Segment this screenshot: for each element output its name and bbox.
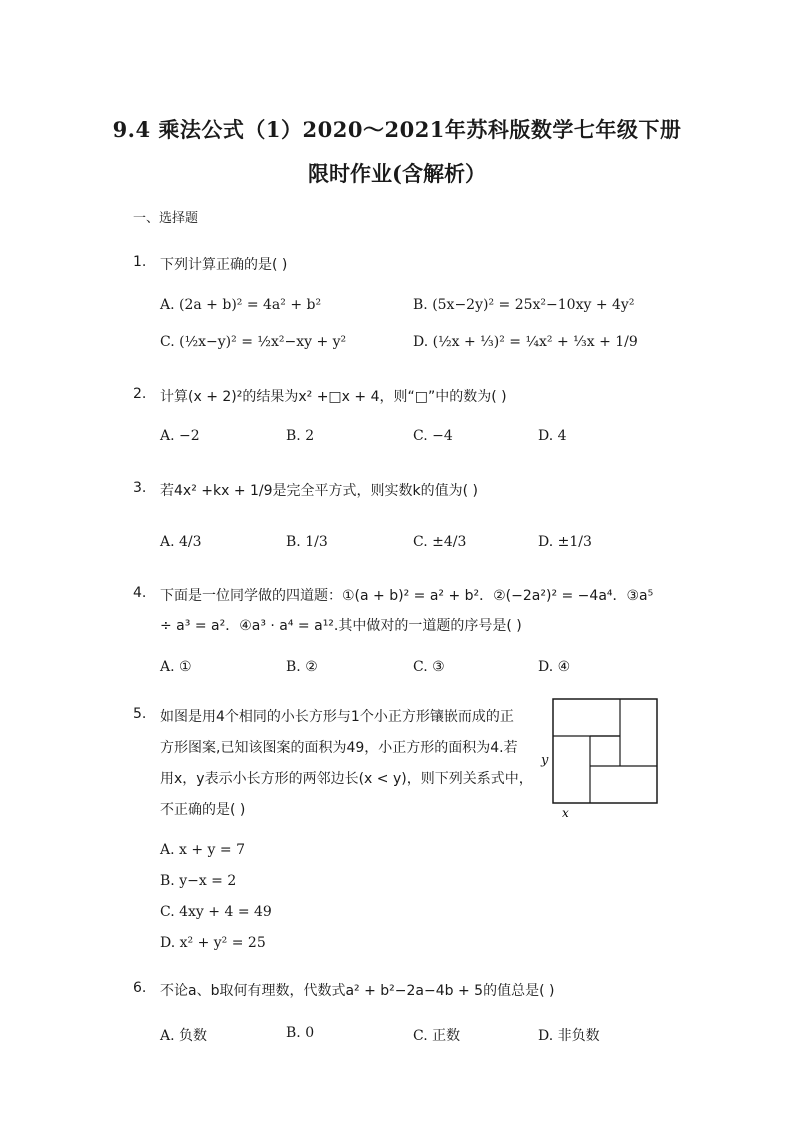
question-stem-4-line2: ÷ a³ = a²．④a³ · a⁴ = a¹².其中做对的一道题的序号是( ) — [160, 618, 522, 634]
q3-option-d: D. ±1/3 — [538, 534, 592, 550]
q1-option-b: B. (5x−2y)² = 25x²−10xy + 4y² — [413, 297, 635, 313]
figure-label-x: x — [562, 806, 569, 820]
q3-option-a: A. 4/3 — [160, 534, 202, 550]
question-number-2: 2. — [133, 386, 147, 402]
q2-option-c: C. −4 — [413, 428, 453, 444]
tiling-square-figure — [552, 698, 660, 820]
question-number-6: 6. — [133, 980, 147, 996]
q6-option-a: A. 负数 — [160, 1028, 208, 1044]
question-stem-2: 计算(x + 2)²的结果为x² +□x + 4，则“□”中的数为( ) — [160, 389, 507, 405]
question-number-5: 5. — [133, 706, 147, 722]
question-number-4: 4. — [133, 585, 147, 601]
q6-option-b: B. 0 — [286, 1025, 315, 1041]
question-stem-5-line3: 用x，y表示小长方形的两邻边长(x < y)，则下列关系式中， — [160, 771, 533, 787]
q4-option-a: A. ① — [160, 659, 192, 675]
q5-option-d: D. x² + y² = 25 — [160, 935, 266, 951]
q2-option-b: B. 2 — [286, 428, 315, 444]
q4-option-d: D. ④ — [538, 659, 571, 675]
q6-option-d: D. 非负数 — [538, 1028, 600, 1044]
question-stem-1: 下列计算正确的是( ) — [160, 257, 288, 273]
q1-option-c: C. (½x−y)² = ½x²−xy + y² — [160, 334, 347, 350]
outer-square — [553, 699, 657, 803]
q5-option-a: A. x + y = 7 — [160, 842, 245, 858]
question-stem-5-line4: 不正确的是( ) — [160, 802, 246, 818]
question-stem-5-line2: 方形图案,已知该图案的面积为49，小正方形的面积为4.若 — [160, 740, 518, 756]
q2-option-a: A. −2 — [160, 428, 200, 444]
question-number-1: 1. — [133, 254, 147, 270]
q6-option-c: C. 正数 — [413, 1028, 461, 1044]
q4-option-c: C. ③ — [413, 659, 445, 675]
question-stem-6: 不论a、b取何有理数，代数式a² + b²−2a−4b + 5的值总是( ) — [160, 983, 555, 999]
document-title-line1: 9.4 乘法公式（1）2020～2021年苏科版数学七年级下册 — [112, 117, 682, 142]
document-title-line2: 限时作业(含解析） — [308, 161, 486, 186]
question-stem-3: 若4x² +kx + 1/9是完全平方式，则实数k的值为( ) — [160, 483, 479, 499]
q1-option-d: D. (½x + ⅓)² = ¼x² + ⅓x + 1/9 — [413, 334, 638, 350]
question-stem-5-line1: 如图是用4个相同的小长方形与1个小正方形镶嵌而成的正 — [160, 709, 514, 725]
section-heading: 一、选择题 — [133, 211, 199, 226]
q2-option-d: D. 4 — [538, 428, 567, 444]
figure-label-y: y — [541, 753, 549, 768]
q5-option-b: B. y−x = 2 — [160, 873, 237, 889]
q5-option-c: C. 4xy + 4 = 49 — [160, 904, 272, 920]
question-number-3: 3. — [133, 480, 147, 496]
q3-option-b: B. 1/3 — [286, 534, 328, 550]
q1-option-a: A. (2a + b)² = 4a² + b² — [160, 297, 322, 313]
q4-option-b: B. ② — [286, 659, 318, 675]
question-stem-4-line1: 下面是一位同学做的四道题：①(a + b)² = a² + b²．②(−2a²)² = −4a⁴．③a⁵ — [160, 588, 654, 604]
q3-option-c: C. ±4/3 — [413, 534, 467, 550]
